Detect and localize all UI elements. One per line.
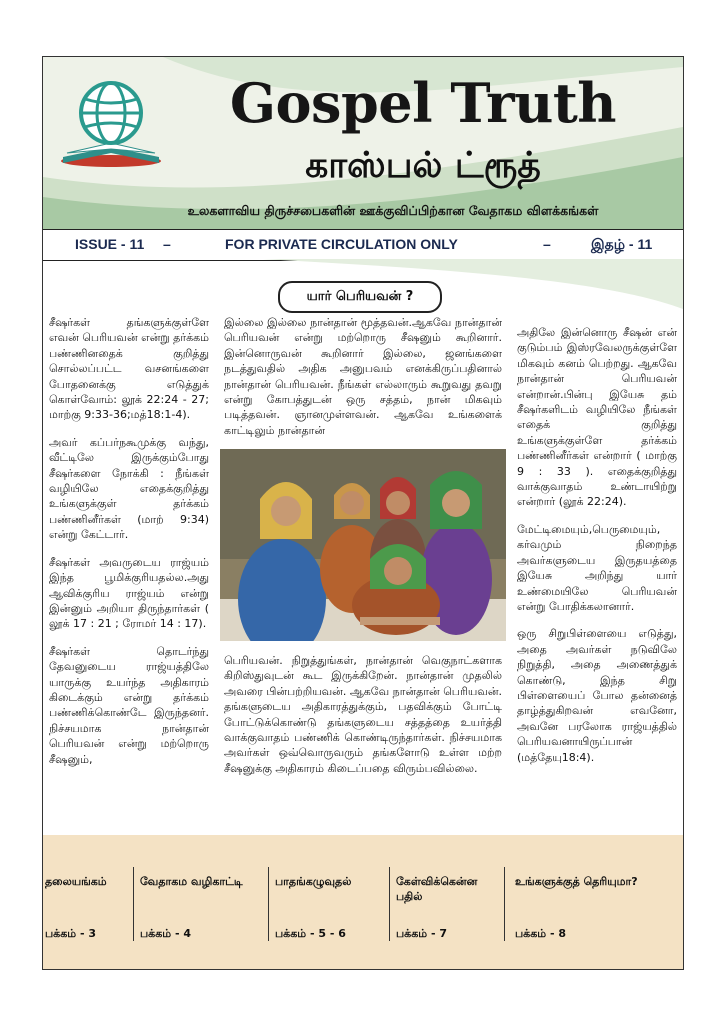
paragraph: அதிலே இன்னொரு சீஷன் என் குடும்பம் இஸ்ரவேலருக்குள்ளே மிகவும் கனம் பெற்றது. ஆகவே நான்தான் பெரியவன் என்றான்.பின்பு இயேசு தம் சீஷர்களிடம் வழியிலே நீங்கள் எதைக் குறித்து உங்களுக்குள்ளே தர்க்கம் பண்ணினீர்கள் என்றார் ( மாற்கு 9 : 33 ). எதைக்குறித்து வாக்குவாதம் உண்டாயிற்று என்றார் (லூக் 22:24). [517, 326, 677, 509]
contents-item-title: உங்களுக்குத் தெரியுமா? [515, 875, 638, 888]
paragraph: ஒரு சிறுபிள்ளையை எடுத்து, அதை அவர்கள் நடுவிலே நிறுத்தி, அதை அணைத்துக் கொண்டு, இந்த சிறு பிள்ளையைப் போல தன்னைத் தாழ்த்துகிறவன் எவனோ, அவனே பரலோக ராஜ்யத்தில் பெரியவனாயிருப்பான் (மத்தேயு18:4). [517, 627, 677, 764]
paragraph: மேட்டிமையும்,பெருமையும், கர்வமும் நிறைந்த அவர்களுடைய இருதயத்தை இயேசு அறிந்து யார் உண்மையிலே பெரியவன் என்று போதிக்கலானார். [517, 522, 677, 613]
masthead-title-tamil: காஸ்பல் ட்ரூத் [305, 145, 541, 186]
contents-item-title: கேள்விக்கென்ன பதில் [396, 875, 478, 903]
masthead [43, 57, 683, 229]
issue-number-english: ISSUE - 11 [75, 236, 145, 252]
paragraph: சீஷர்கள் தொடர்ந்து தேவனுடைய ராஜ்யத்திலே யாருக்கு உயர்ந்த அதிகாரம் கிடைக்கும் என்று தர்க்கம் பண்ணிக்கொண்டே இருந்தனர். நிச்சயமாக நான்தான் பெரியவன் என்று மற்றொரு சீஷனும், [49, 644, 209, 766]
contents-item [45, 875, 135, 945]
contents-divider [504, 867, 505, 941]
contents-item-page: பக்கம் - 8 [515, 927, 566, 940]
contents-footer [43, 835, 683, 969]
contents-item-page: பக்கம் - 5 - 6 [275, 927, 346, 940]
masthead-tagline: உலகளாவிய திருச்சபைகளின் ஊக்குவிப்பிற்கான வேதாகம விளக்கங்கள் [187, 203, 599, 218]
paragraph: அவர் கப்பர்நகூமுக்கு வந்து, வீட்டிலே இருக்கும்போது சீஷர்களை நோக்கி : நீங்கள் வழியிலே எதைக்குறித்து உங்களுக்குள் தர்க்கம் பண்ணினீர்கள் (மாற் 9:34) என்று கேட்டார். [49, 435, 209, 542]
paragraph: சீஷர்கள் அவருடைய ராஜ்யம் இந்த பூமிக்குரியதல்ல.அது ஆவிக்குரிய ராஜ்யம் என்று இன்னும் அறியா திருந்தார்கள் ( லூக் 17 : 21 ; ரோமர் 14 : 17). [49, 555, 209, 631]
article-column-2-top [224, 315, 502, 450]
contents-item-title: வேதாகம வழிகாட்டி [140, 875, 243, 888]
issue-number-tamil: இதழ் - 11 [591, 236, 653, 252]
contents-item [140, 875, 268, 945]
contents-item-page: பக்கம் - 7 [396, 927, 447, 940]
paragraph: இல்லை இல்லை நான்தான் மூத்தவன்.ஆகவே நான்தான் பெரியவன் என்று மற்றொரு சீஷனும் கூறினார். இன்னொருவன் கூறினார் இல்லை, ஜனங்களை நடத்துவதில் அதிக அனுபவம் எனக்கிருப்பதினால் நான்தான் பெரியவன். நீங்கள் எல்லாரும் கூறுவது தவறு என்று கோபத்துடன் ஒரு சத்தம், நான் மிகவும் படித்தவன். ஞானமுள்ளவன். ஆகவே உங்களைக் காட்டிலும் நான்தான் [224, 316, 502, 437]
contents-divider [268, 867, 269, 941]
contents-item [396, 875, 506, 945]
contents-item [515, 875, 675, 945]
article-column-1 [49, 315, 209, 779]
issue-dash-left: – [163, 236, 171, 252]
paragraph: சீஷர்கள் தங்களுக்குள்ளே எவன் பெரியவன் என்று தர்க்கம் பண்ணினதைக் குறித்து சொல்லப்பட்ட வசனங்களை போதனைக்கு எடுத்துக் கொள்வோம்: லூக் 22:24 - 27; மாற்கு 9:33-36;மத்18:1-4). [49, 316, 209, 422]
contents-divider [389, 867, 390, 941]
contents-item-title: தலையங்கம் [45, 875, 107, 888]
jesus-disciples-illustration [220, 449, 506, 641]
masthead-title-english: Gospel Truth [229, 71, 617, 135]
globe-bible-logo-icon [55, 77, 167, 171]
newsletter-page [42, 56, 684, 970]
article-column-3 [517, 325, 677, 777]
contents-item-title: பாதங்கழுவுதல் [275, 875, 352, 888]
issue-dash-right: – [543, 236, 551, 252]
contents-item-page: பக்கம் - 4 [140, 927, 191, 940]
contents-item-page: பக்கம் - 3 [45, 927, 96, 940]
paragraph: பெரியவன். நிறுத்துங்கள், நான்தான் வெகுநாட்களாக கிறிஸ்துவுடன் கூட இருக்கிறேன். நான்தான் முதலில் அவரை பின்பற்றியவன். ஆகவே நான்தான் பெரியவன். தங்களுடைய அதிகாரத்துக்கும், பதவிக்கும் போட்டி போட்டுக்கொண்டு தங்களுடைய சத்தத்தை உயர்த்தி வாக்குவாதம் பண்ணிக் கொண்டிருந்தார்கள். நிச்சயமாக அவர்கள் ஒவ்வொருவரும் தங்களோடு உள்ள மற்ற சீஷனுக்கு அதிகாரம் கிடைப்பதை விரும்பவில்லை. [224, 654, 502, 775]
article-column-2-bottom [224, 653, 502, 788]
article-heading: யார் பெரியவன் ? [278, 281, 442, 313]
issue-bar [43, 229, 683, 261]
contents-item [275, 875, 393, 945]
contents-divider [133, 867, 134, 941]
circulation-notice: FOR PRIVATE CIRCULATION ONLY [225, 236, 458, 252]
